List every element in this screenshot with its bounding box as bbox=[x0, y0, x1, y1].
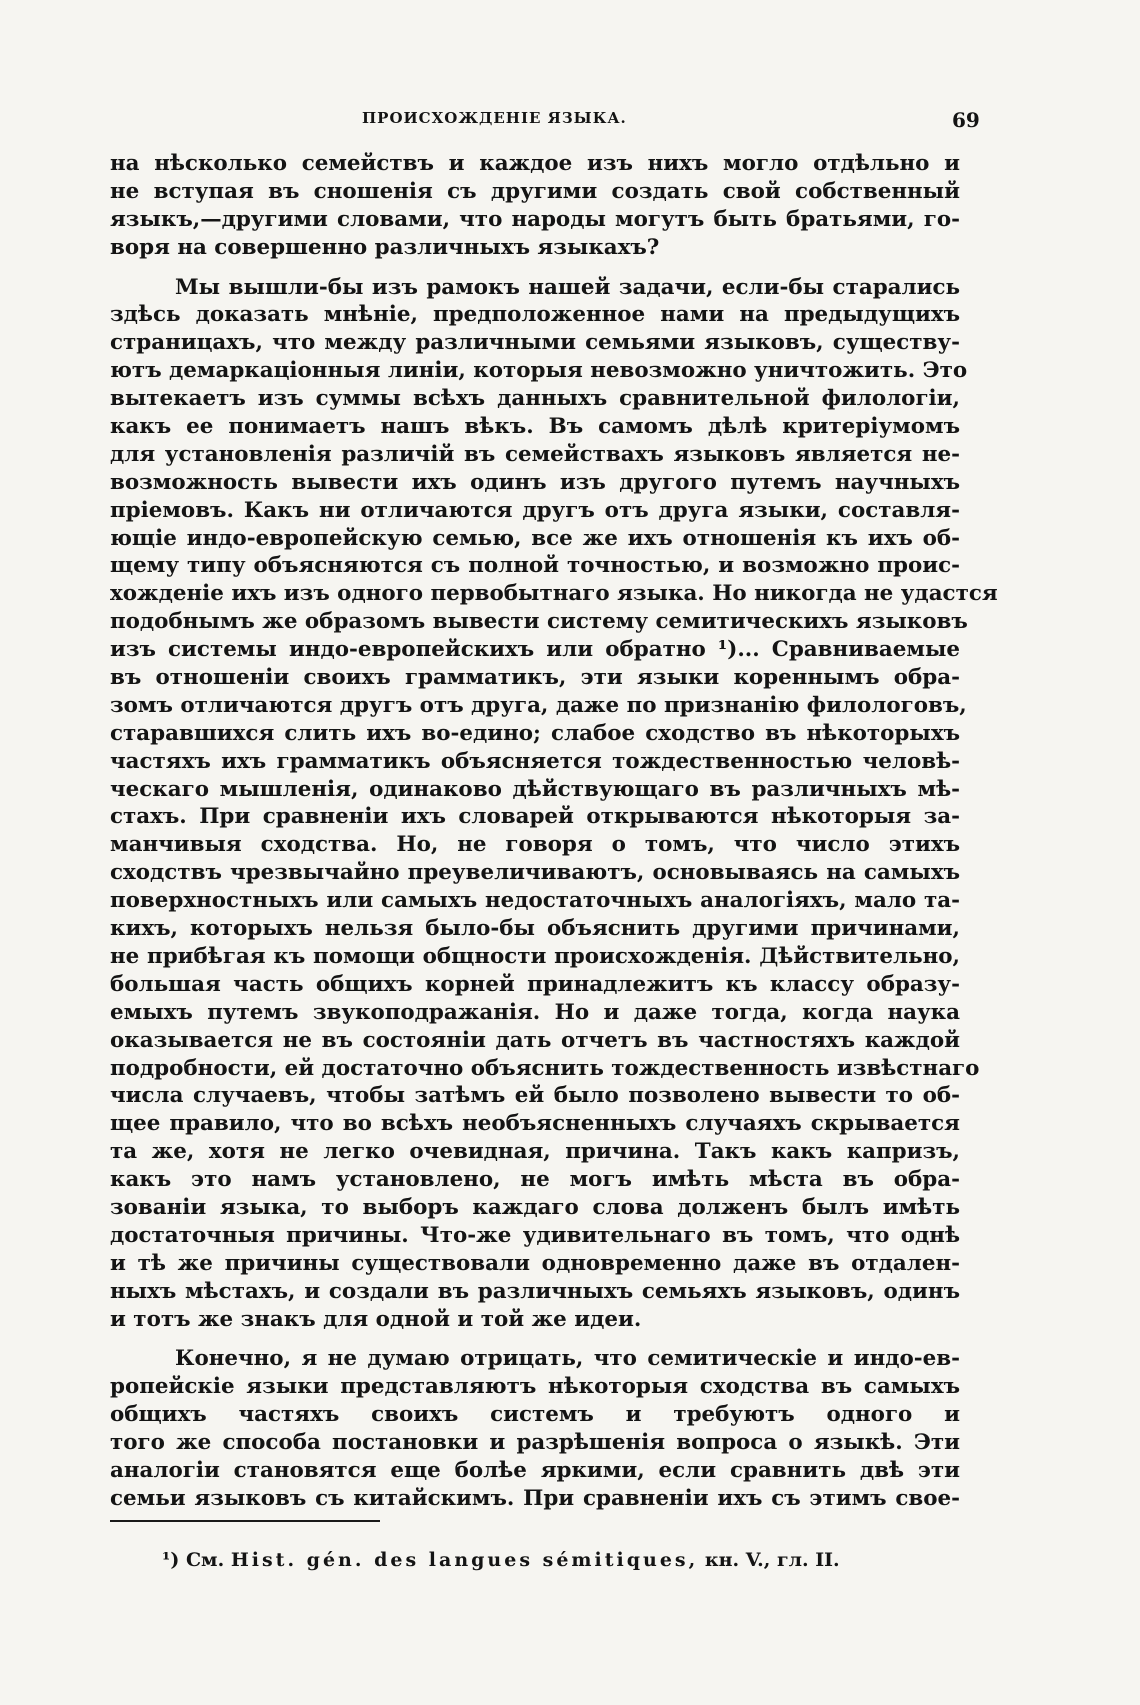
text-line: зомъ отличаются другъ отъ друга, даже по признанію филологовъ, bbox=[110, 692, 967, 718]
text-line: достаточныя причины. Что-же удивительнаго въ томъ, что однѣ bbox=[110, 1222, 960, 1248]
text-line: и тотъ же знакъ для одной и той же идеи. bbox=[110, 1306, 642, 1332]
text-line: ропейскіе языки представляютъ нѣкоторыя сходства въ самыхъ bbox=[110, 1374, 960, 1400]
text-line: хожденіе ихъ изъ одного первобытнаго языка. Но никогда не удастся bbox=[110, 581, 998, 607]
text-line: какъ это намъ установлено, не могъ имѣть мѣста въ обра- bbox=[110, 1167, 960, 1193]
text-line: старавшихся слить ихъ во-едино; слабое сходство въ нѣкоторыхъ bbox=[110, 720, 960, 746]
text-line: воря на совершенно различныхъ языкахъ? bbox=[110, 234, 660, 260]
text-line: стахъ. При сравненіи ихъ словарей открываются нѣкоторыя за- bbox=[110, 804, 960, 830]
text-line: въ отношеніи своихъ грамматикъ, эти языки кореннымъ обра- bbox=[110, 665, 960, 691]
text-line: сходствъ чрезвычайно преувеличиваютъ, основываясь на самыхъ bbox=[110, 860, 960, 886]
text-line: не прибѣгая къ помощи общности происхожденія. Дѣйствительно, bbox=[110, 943, 960, 969]
text-line: аналогіи становятся еще болѣе яркими, если сравнить двѣ эти bbox=[110, 1457, 960, 1483]
text-line: кихъ, которыхъ нельзя было-бы объяснить другими причинами, bbox=[110, 916, 960, 942]
paragraph-gap bbox=[110, 1333, 960, 1345]
text-line: ютъ демаркаціонныя линіи, которыя невозможно уничтожить. Это bbox=[110, 358, 968, 384]
text-line: и тѣ же причины существовали одновременно даже въ отдален- bbox=[110, 1250, 960, 1276]
text-line: Конечно, я не думаю отрицать, что семитическіе и индо-ев- bbox=[175, 1346, 960, 1372]
footnote bbox=[162, 1549, 840, 1571]
text-line: большая часть общихъ корней принадлежитъ къ классу образу- bbox=[110, 971, 960, 997]
text-line: щему типу объясняются съ полной точностью, и возможно проис- bbox=[110, 553, 960, 579]
text-line: емыхъ путемъ звукоподражанія. Но и даже тогда, когда наука bbox=[110, 999, 960, 1025]
page-number: 69 bbox=[952, 108, 980, 132]
text-line: манчивыя сходства. Но, не говоря о томъ, что число этихъ bbox=[110, 832, 960, 858]
text-line: не вступая въ сношенія съ другими создать свой собственный bbox=[110, 178, 960, 204]
text-line: пріемовъ. Какъ ни отличаются другъ отъ друга языки, составля- bbox=[110, 497, 960, 523]
text-line: подробности, ей достаточно объяснить тождественность извѣстнаго bbox=[110, 1055, 980, 1081]
paragraph-gap bbox=[110, 262, 960, 274]
text-line: на нѣсколько семействъ и каждое изъ нихъ могло отдѣльно и bbox=[110, 151, 960, 176]
text-line: та же, хотя не легко очевидная, причина. Такъ какъ капризъ, bbox=[110, 1139, 960, 1165]
text-line: вытекаетъ изъ суммы всѣхъ данныхъ сравнительной филологіи, bbox=[110, 386, 960, 412]
text-line: поверхностныхъ или самыхъ недостаточныхъ аналогіяхъ, мало та- bbox=[110, 888, 960, 914]
text-line: ческаго мышленія, одинаково дѣйствующаго въ различныхъ мѣ- bbox=[110, 776, 960, 802]
text-line: для установленія различій въ семействахъ языковъ является не- bbox=[110, 441, 960, 467]
body-text bbox=[110, 150, 998, 1513]
text-line: щее правило, что во всѣхъ необъясненныхъ случаяхъ скрывается bbox=[110, 1111, 960, 1137]
text-line: языкъ,—другими словами, что народы могутъ быть братьями, го- bbox=[110, 206, 960, 232]
text-line: частяхъ ихъ грамматикъ объясняется тождественностью человѣ- bbox=[110, 748, 960, 774]
text-line: зованіи языка, то выборъ каждаго слова долженъ былъ имѣть bbox=[110, 1194, 960, 1220]
text-line: здѣсь доказать мнѣніе, предположенное нами на предыдущихъ bbox=[110, 302, 960, 328]
text-line: возможность вывести ихъ одинъ изъ другого путемъ научныхъ bbox=[110, 469, 960, 495]
footnote-title: Hist. gén. des langues sémitiques, bbox=[230, 1549, 699, 1571]
text-line: общихъ частяхъ своихъ системъ и требуютъ одного и bbox=[110, 1402, 960, 1428]
paragraph bbox=[110, 150, 960, 262]
text-line: оказывается не въ состояніи дать отчетъ въ частностяхъ каждой bbox=[110, 1027, 960, 1053]
running-header-title: ПРОИСХОЖДЕНІЕ ЯЗЫКА. bbox=[362, 109, 627, 127]
paragraph bbox=[110, 1345, 960, 1512]
footnote-suffix: кн. V., гл. II. bbox=[704, 1549, 840, 1571]
footnote-marker: ¹) bbox=[162, 1549, 180, 1571]
paragraph bbox=[110, 274, 998, 1334]
text-line: ющіе индо-европейскую семью, все же ихъ отношенія къ ихъ об- bbox=[110, 525, 960, 551]
text-line: ныхъ мѣстахъ, и создали въ различныхъ семьяхъ языковъ, одинъ bbox=[110, 1278, 960, 1304]
text-line: числа случаевъ, чтобы затѣмъ ей было позволено вывести то об- bbox=[110, 1083, 960, 1109]
footnote-rule bbox=[110, 1520, 380, 1522]
text-line: подобнымъ же образомъ вывести систему семитическихъ языковъ bbox=[110, 609, 968, 635]
text-line: семьи языковъ съ китайскимъ. При сравненіи ихъ съ этимъ свое- bbox=[110, 1485, 960, 1511]
text-line: Мы вышли-бы изъ рамокъ нашей задачи, если-бы старались bbox=[175, 274, 960, 300]
text-line: страницахъ, что между различными семьями языковъ, существу- bbox=[110, 330, 960, 356]
text-line: какъ ее понимаетъ нашъ вѣкъ. Въ самомъ дѣлѣ критеріумомъ bbox=[110, 414, 960, 440]
footnote-prefix: См. bbox=[185, 1549, 225, 1571]
text-line: изъ системы индо-европейскихъ или обратно ¹)... Сравниваемые bbox=[110, 637, 960, 663]
text-line: того же способа постановки и разрѣшенія вопроса о языкѣ. Эти bbox=[110, 1430, 960, 1456]
